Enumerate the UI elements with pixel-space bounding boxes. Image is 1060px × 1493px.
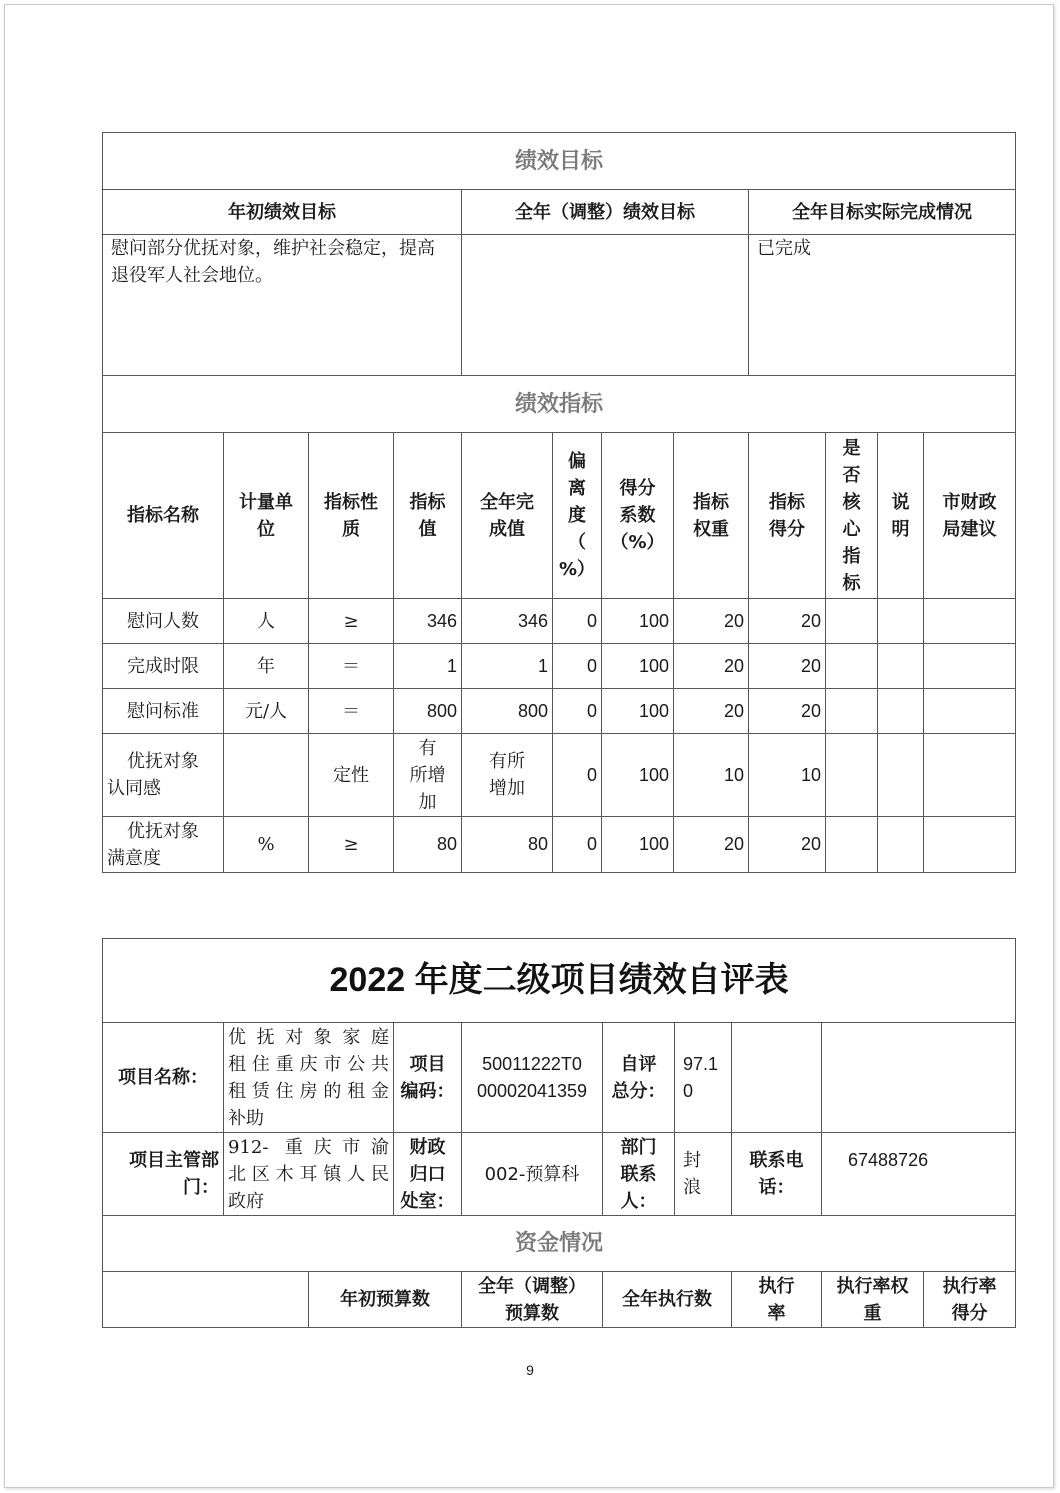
- goals-col-adjusted: 全年（调整）绩效目标: [462, 190, 749, 235]
- indicator-name: 优抚对象 认同感: [103, 734, 224, 817]
- indicator-core: [826, 599, 878, 644]
- funds-header-execution-rate: 执行 率: [732, 1272, 822, 1328]
- indicator-completed: 有所 增加: [462, 734, 553, 817]
- finance-office-label: 财政 归口 处室：: [394, 1133, 462, 1216]
- indicator-coefficient: 100: [602, 599, 674, 644]
- indicator-weight: 20: [674, 644, 749, 689]
- goals-initial-text: [103, 235, 462, 376]
- department-label: 项目主管部 门：: [103, 1133, 224, 1216]
- funds-header-blank: [103, 1272, 309, 1328]
- indicator-deviation: 0: [553, 689, 602, 734]
- indicator-coefficient: 100: [602, 689, 674, 734]
- header-note: 说 明: [878, 433, 924, 599]
- header-weight: 指标 权重: [674, 433, 749, 599]
- indicator-value: 有 所增 加: [394, 734, 462, 817]
- indicator-nature: 定性: [309, 734, 394, 817]
- indicator-unit: 人: [224, 599, 309, 644]
- indicator-value: 346: [394, 599, 462, 644]
- indicator-unit: %: [224, 817, 309, 873]
- indicator-completed: 80: [462, 817, 553, 873]
- project-name-value: 优抚对象家庭 租住重庆市公共 租赁住房的租金 补助: [224, 1023, 394, 1133]
- goals-adjusted-text: [462, 235, 749, 376]
- header-core-indicator: 是 否 核 心 指 标: [826, 433, 878, 599]
- indicator-completed: 800: [462, 689, 553, 734]
- indicator-core: [826, 817, 878, 873]
- header-nature: 指标性 质: [309, 433, 394, 599]
- project-code-label: 项目 编码：: [394, 1023, 462, 1133]
- indicator-name: 优抚对象 满意度: [103, 817, 224, 873]
- indicator-name: 慰问人数: [103, 599, 224, 644]
- indicator-weight: 20: [674, 817, 749, 873]
- header-score-coefficient: 得分 系数 （%）: [602, 433, 674, 599]
- indicator-deviation: 0: [553, 817, 602, 873]
- indicator-score: 10: [749, 734, 826, 817]
- project-name-label: 项目名称：: [103, 1023, 224, 1133]
- indicator-note: [878, 644, 924, 689]
- goals-col-actual: 全年目标实际完成情况: [749, 190, 1016, 235]
- indicator-score: 20: [749, 599, 826, 644]
- header-deviation: 偏 离 度 （ %）: [553, 433, 602, 599]
- department-value: 912- 重庆市渝 北区木耳镇人民 政府: [224, 1133, 394, 1216]
- form-title: 2022 年度二级项目绩效自评表: [103, 939, 1016, 1023]
- self-evaluation-table: [102, 938, 1016, 1328]
- indicator-advice: [924, 644, 1016, 689]
- indicator-deviation: 0: [553, 734, 602, 817]
- indicator-value: 80: [394, 817, 462, 873]
- header-finance-advice: 市财政 局建议: [924, 433, 1016, 599]
- phone-value: 67488726: [822, 1133, 1016, 1216]
- indicator-weight: 20: [674, 689, 749, 734]
- goals-initial-line: 退役军人社会地位。: [111, 265, 273, 286]
- indicator-unit: 元/人: [224, 689, 309, 734]
- indicator-weight: 10: [674, 734, 749, 817]
- indicators-section-title: 绩效指标: [103, 376, 1016, 433]
- indicator-nature: ≥: [309, 817, 394, 873]
- indicator-score: 20: [749, 817, 826, 873]
- indicator-value: 1: [394, 644, 462, 689]
- phone-label: 联系电 话：: [732, 1133, 822, 1216]
- indicator-nature: ＝: [309, 644, 394, 689]
- header-completed: 全年完 成值: [462, 433, 553, 599]
- indicator-unit: 年: [224, 644, 309, 689]
- indicator-coefficient: 100: [602, 817, 674, 873]
- indicator-weight: 20: [674, 599, 749, 644]
- funds-header-rate-score: 执行率 得分: [924, 1272, 1016, 1328]
- indicator-coefficient: 100: [602, 734, 674, 817]
- goals-actual-text: 已完成: [749, 235, 1016, 376]
- indicator-unit: [224, 734, 309, 817]
- indicator-deviation: 0: [553, 644, 602, 689]
- indicator-completed: 346: [462, 599, 553, 644]
- indicator-value: 800: [394, 689, 462, 734]
- indicator-core: [826, 644, 878, 689]
- indicator-core: [826, 689, 878, 734]
- funds-header-initial-budget: 年初预算数: [309, 1272, 462, 1328]
- indicator-note: [878, 599, 924, 644]
- indicator-note: [878, 734, 924, 817]
- self-score-label: 自评 总分：: [603, 1023, 675, 1133]
- indicator-note: [878, 817, 924, 873]
- funds-header-rate-weight: 执行率权 重: [822, 1272, 924, 1328]
- header-value: 指标 值: [394, 433, 462, 599]
- page-number: 9: [526, 1362, 534, 1378]
- funds-header-adjusted-budget: 全年（调整） 预算数: [462, 1272, 603, 1328]
- indicator-note: [878, 689, 924, 734]
- funds-section-title: 资金情况: [103, 1216, 1016, 1272]
- header-indicator-name: 指标名称: [103, 433, 224, 599]
- indicator-advice: [924, 599, 1016, 644]
- indicator-advice: [924, 734, 1016, 817]
- self-score-value: 97.1 0: [675, 1023, 732, 1133]
- contact-value: 封 浪: [675, 1133, 732, 1216]
- goals-col-initial: 年初绩效目标: [103, 190, 462, 235]
- indicator-advice: [924, 817, 1016, 873]
- project-code-value: 50011222T0 00002041359: [462, 1023, 603, 1133]
- contact-label: 部门 联系 人：: [603, 1133, 675, 1216]
- indicator-nature: ＝: [309, 689, 394, 734]
- empty-cell: [732, 1023, 822, 1133]
- goals-section-title: 绩效目标: [103, 133, 1016, 190]
- indicator-completed: 1: [462, 644, 553, 689]
- header-unit: 计量单 位: [224, 433, 309, 599]
- indicator-score: 20: [749, 644, 826, 689]
- funds-header-executed: 全年执行数: [603, 1272, 732, 1328]
- header-indicator-score: 指标 得分: [749, 433, 826, 599]
- indicator-name: 慰问标准: [103, 689, 224, 734]
- empty-cell: [822, 1023, 1016, 1133]
- indicator-nature: ≥: [309, 599, 394, 644]
- goals-initial-line: 慰问部分优抚对象，维护社会稳定，提高: [111, 238, 435, 259]
- indicator-deviation: 0: [553, 599, 602, 644]
- indicator-score: 20: [749, 689, 826, 734]
- performance-table: [102, 132, 1016, 873]
- indicator-advice: [924, 689, 1016, 734]
- finance-office-value: 002-预算科: [462, 1133, 603, 1216]
- indicator-core: [826, 734, 878, 817]
- indicator-coefficient: 100: [602, 644, 674, 689]
- indicator-name: 完成时限: [103, 644, 224, 689]
